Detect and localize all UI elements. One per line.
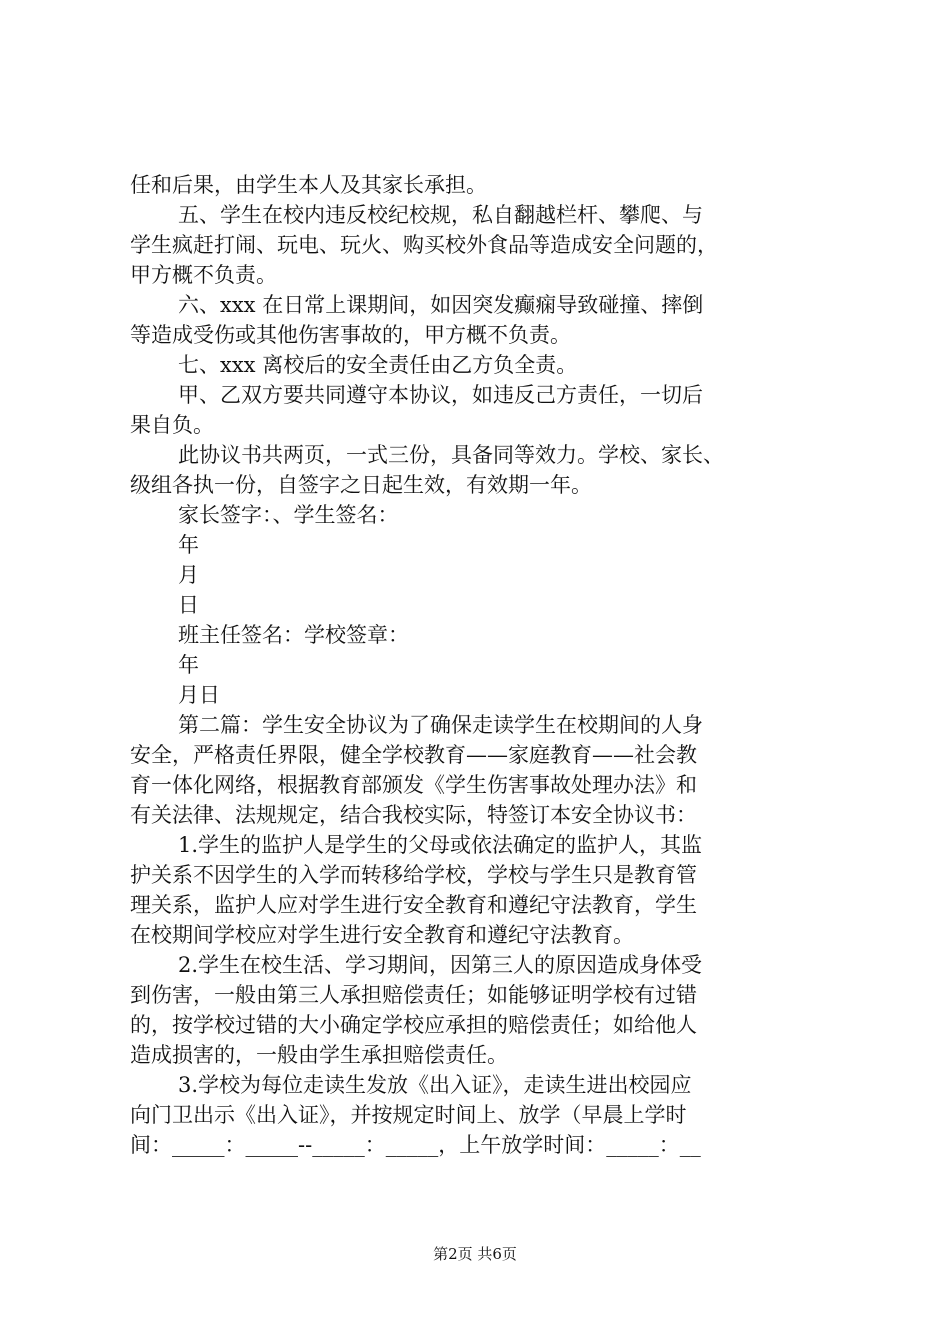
- text-line: 甲方概不负责。: [130, 263, 277, 287]
- text-line: 班主任签名：学校签章：: [178, 623, 409, 647]
- text-line: 月日: [178, 683, 220, 707]
- text-line: 果自负。: [130, 413, 214, 437]
- document-body: [130, 170, 840, 1160]
- text-line: 此协议书共两页，一式三份，具备同等效力。学校、家长、: [178, 443, 724, 467]
- text-line: 的，按学校过错的大小确定学校应承担的赔偿责任；如给他人: [130, 1013, 697, 1037]
- page-footer: 第2页 共6页: [433, 1245, 517, 1263]
- text-line: 日: [178, 593, 199, 617]
- text-line: 年: [178, 533, 199, 557]
- text-line: 向门卫出示《出入证》，并按规定时间上、放学（早晨上学时: [130, 1103, 687, 1127]
- text-line: 到伤害，一般由第三人承担赔偿责任；如能够证明学校有过错: [130, 983, 697, 1007]
- text-line: 七、xxx 离校后的安全责任由乙方负全责。: [178, 353, 578, 377]
- text-line: 理关系，监护人应对学生进行安全教育和遵纪守法教育，学生: [130, 893, 697, 917]
- text-line: 第二篇：学生安全协议为了确保走读学生在校期间的人身: [178, 713, 703, 737]
- text-line: 年: [178, 653, 199, 677]
- text-line: 1.学生的监护人是学生的父母或依法确定的监护人，其监: [178, 833, 703, 857]
- text-line: 安全，严格责任界限，健全学校教育——家庭教育——社会教: [130, 743, 697, 767]
- text-line: 月: [178, 563, 199, 587]
- text-line: 在校期间学校应对学生进行安全教育和遵纪守法教育。: [130, 923, 634, 947]
- text-line: 家长签字：、学生签名：: [178, 503, 399, 527]
- text-line: 学生疯赶打闹、玩电、玩火、购买校外食品等造成安全问题的，: [130, 233, 718, 257]
- text-line: 育一体化网络，根据教育部颁发《学生伤害事故处理办法》和: [130, 773, 697, 797]
- text-line: 任和后果，由学生本人及其家长承担。: [130, 173, 487, 197]
- text-line: 六、xxx 在日常上课期间，如因突发癫痫导致碰撞、摔倒: [178, 293, 704, 317]
- text-line: 级组各执一份，自签字之日起生效，有效期一年。: [130, 473, 592, 497]
- text-line: 有关法律、法规规定，结合我校实际，特签订本安全协议书：: [130, 803, 697, 827]
- text-line: 甲、乙双方要共同遵守本协议，如违反己方责任，一切后: [178, 383, 703, 407]
- text-line: 五、学生在校内违反校纪校规，私自翻越栏杆、攀爬、与: [178, 203, 703, 227]
- text-line: 等造成受伤或其他伤害事故的，甲方概不负责。: [130, 323, 571, 347]
- text-line: 造成损害的，一般由学生承担赔偿责任。: [130, 1043, 508, 1067]
- text-line: 护关系不因学生的入学而转移给学校，学校与学生只是教育管: [130, 863, 697, 887]
- text-line: 3.学校为每位走读生发放《出入证》，走读生进出校园应: [178, 1073, 692, 1097]
- text-line: 2.学生在校生活、学习期间，因第三人的原因造成身体受: [178, 953, 703, 977]
- text-line: 间：_____：_____--_____：_____，上午放学时间：_____：__: [130, 1133, 701, 1157]
